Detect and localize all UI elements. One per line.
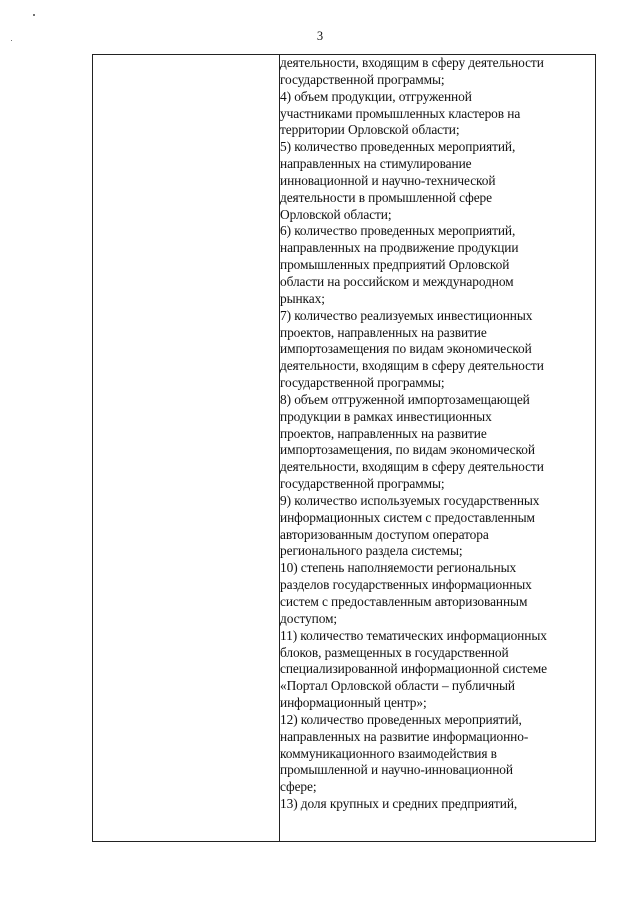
text-line: Орловской области; [280,206,392,222]
text-line: государственной программы; [280,476,445,492]
text-line: коммуникационного взаимодействия в [280,745,497,761]
text-line: доступом; [280,610,338,626]
table-row [93,55,596,842]
text-line: деятельности в промышленной сфере [280,189,492,205]
text-line: деятельности, входящим в сферу деятельности [280,459,544,475]
text-line: рынках; [280,290,325,306]
text-line: деятельности, входящим в сферу деятельности [280,358,544,374]
page-number: 3 [316,29,324,43]
text-line: информационных систем с предоставленным [280,509,535,525]
text-line: разделов государственных информационных [280,577,532,593]
text-line: блоков, размещенных в государственной [280,644,509,660]
text-line: направленных на стимулирование [280,156,472,172]
text-line: инновационной и научно-технической [280,172,496,188]
text-line: 12) количество проведенных мероприятий, [280,711,522,727]
text-line: «Портал Орловской области – публичный [280,678,516,694]
text-line: государственной программы; [280,375,445,391]
text-line: информационный центр»; [280,695,427,711]
text-line: продукции в рамках инвестиционных [280,408,492,424]
text-line: направленных на развитие информационно- [280,728,529,744]
text-line: 9) количество используемых государственных [280,492,540,508]
text-line: проектов, направленных на развитие [280,324,487,340]
text-line: промышленной и научно-инновационной [280,762,513,778]
text-line: деятельности, входящим в сферу деятельности [280,55,544,70]
text-line: 8) объем отгруженной импортозамещающей [280,391,530,407]
text-line: сфере; [280,779,317,795]
text-line: авторизованным доступом оператора [280,526,489,542]
text-line: 4) объем продукции, отгруженной [280,88,472,104]
text-line: импортозамещения по видам экономической [280,341,532,357]
text-line: импортозамещения, по видам экономической [280,442,535,458]
text-line: 13) доля крупных и средних предприятий, [280,796,518,812]
table-cell-right [280,55,596,842]
text-line: 11) количество тематических информационных [280,627,547,643]
text-line: 10) степень наполняемости региональных [280,560,517,576]
text-line: 6) количество проведенных мероприятий, [280,223,516,239]
text-line: проектов, направленных на развитие [280,425,487,441]
text-line: территории Орловской области; [280,122,460,138]
text-line: специализированной информационной системе [280,661,548,677]
text-line: области на российском и международном [280,273,514,289]
text-line: 5) количество проведенных мероприятий, [280,139,516,155]
text-line: регионального раздела системы; [280,543,463,559]
text-line: государственной программы; [280,71,445,87]
table-cell-left [93,55,280,842]
text-line: 7) количество реализуемых инвестиционных [280,307,533,323]
document-table [92,54,596,842]
text-line: направленных на продвижение продукции [280,240,519,256]
text-line: промышленных предприятий Орловской [280,257,510,273]
text-line: участниками промышленных кластеров на [280,105,521,121]
scan-speck [33,14,35,16]
text-line: систем с предоставленным авторизованным [280,594,528,609]
